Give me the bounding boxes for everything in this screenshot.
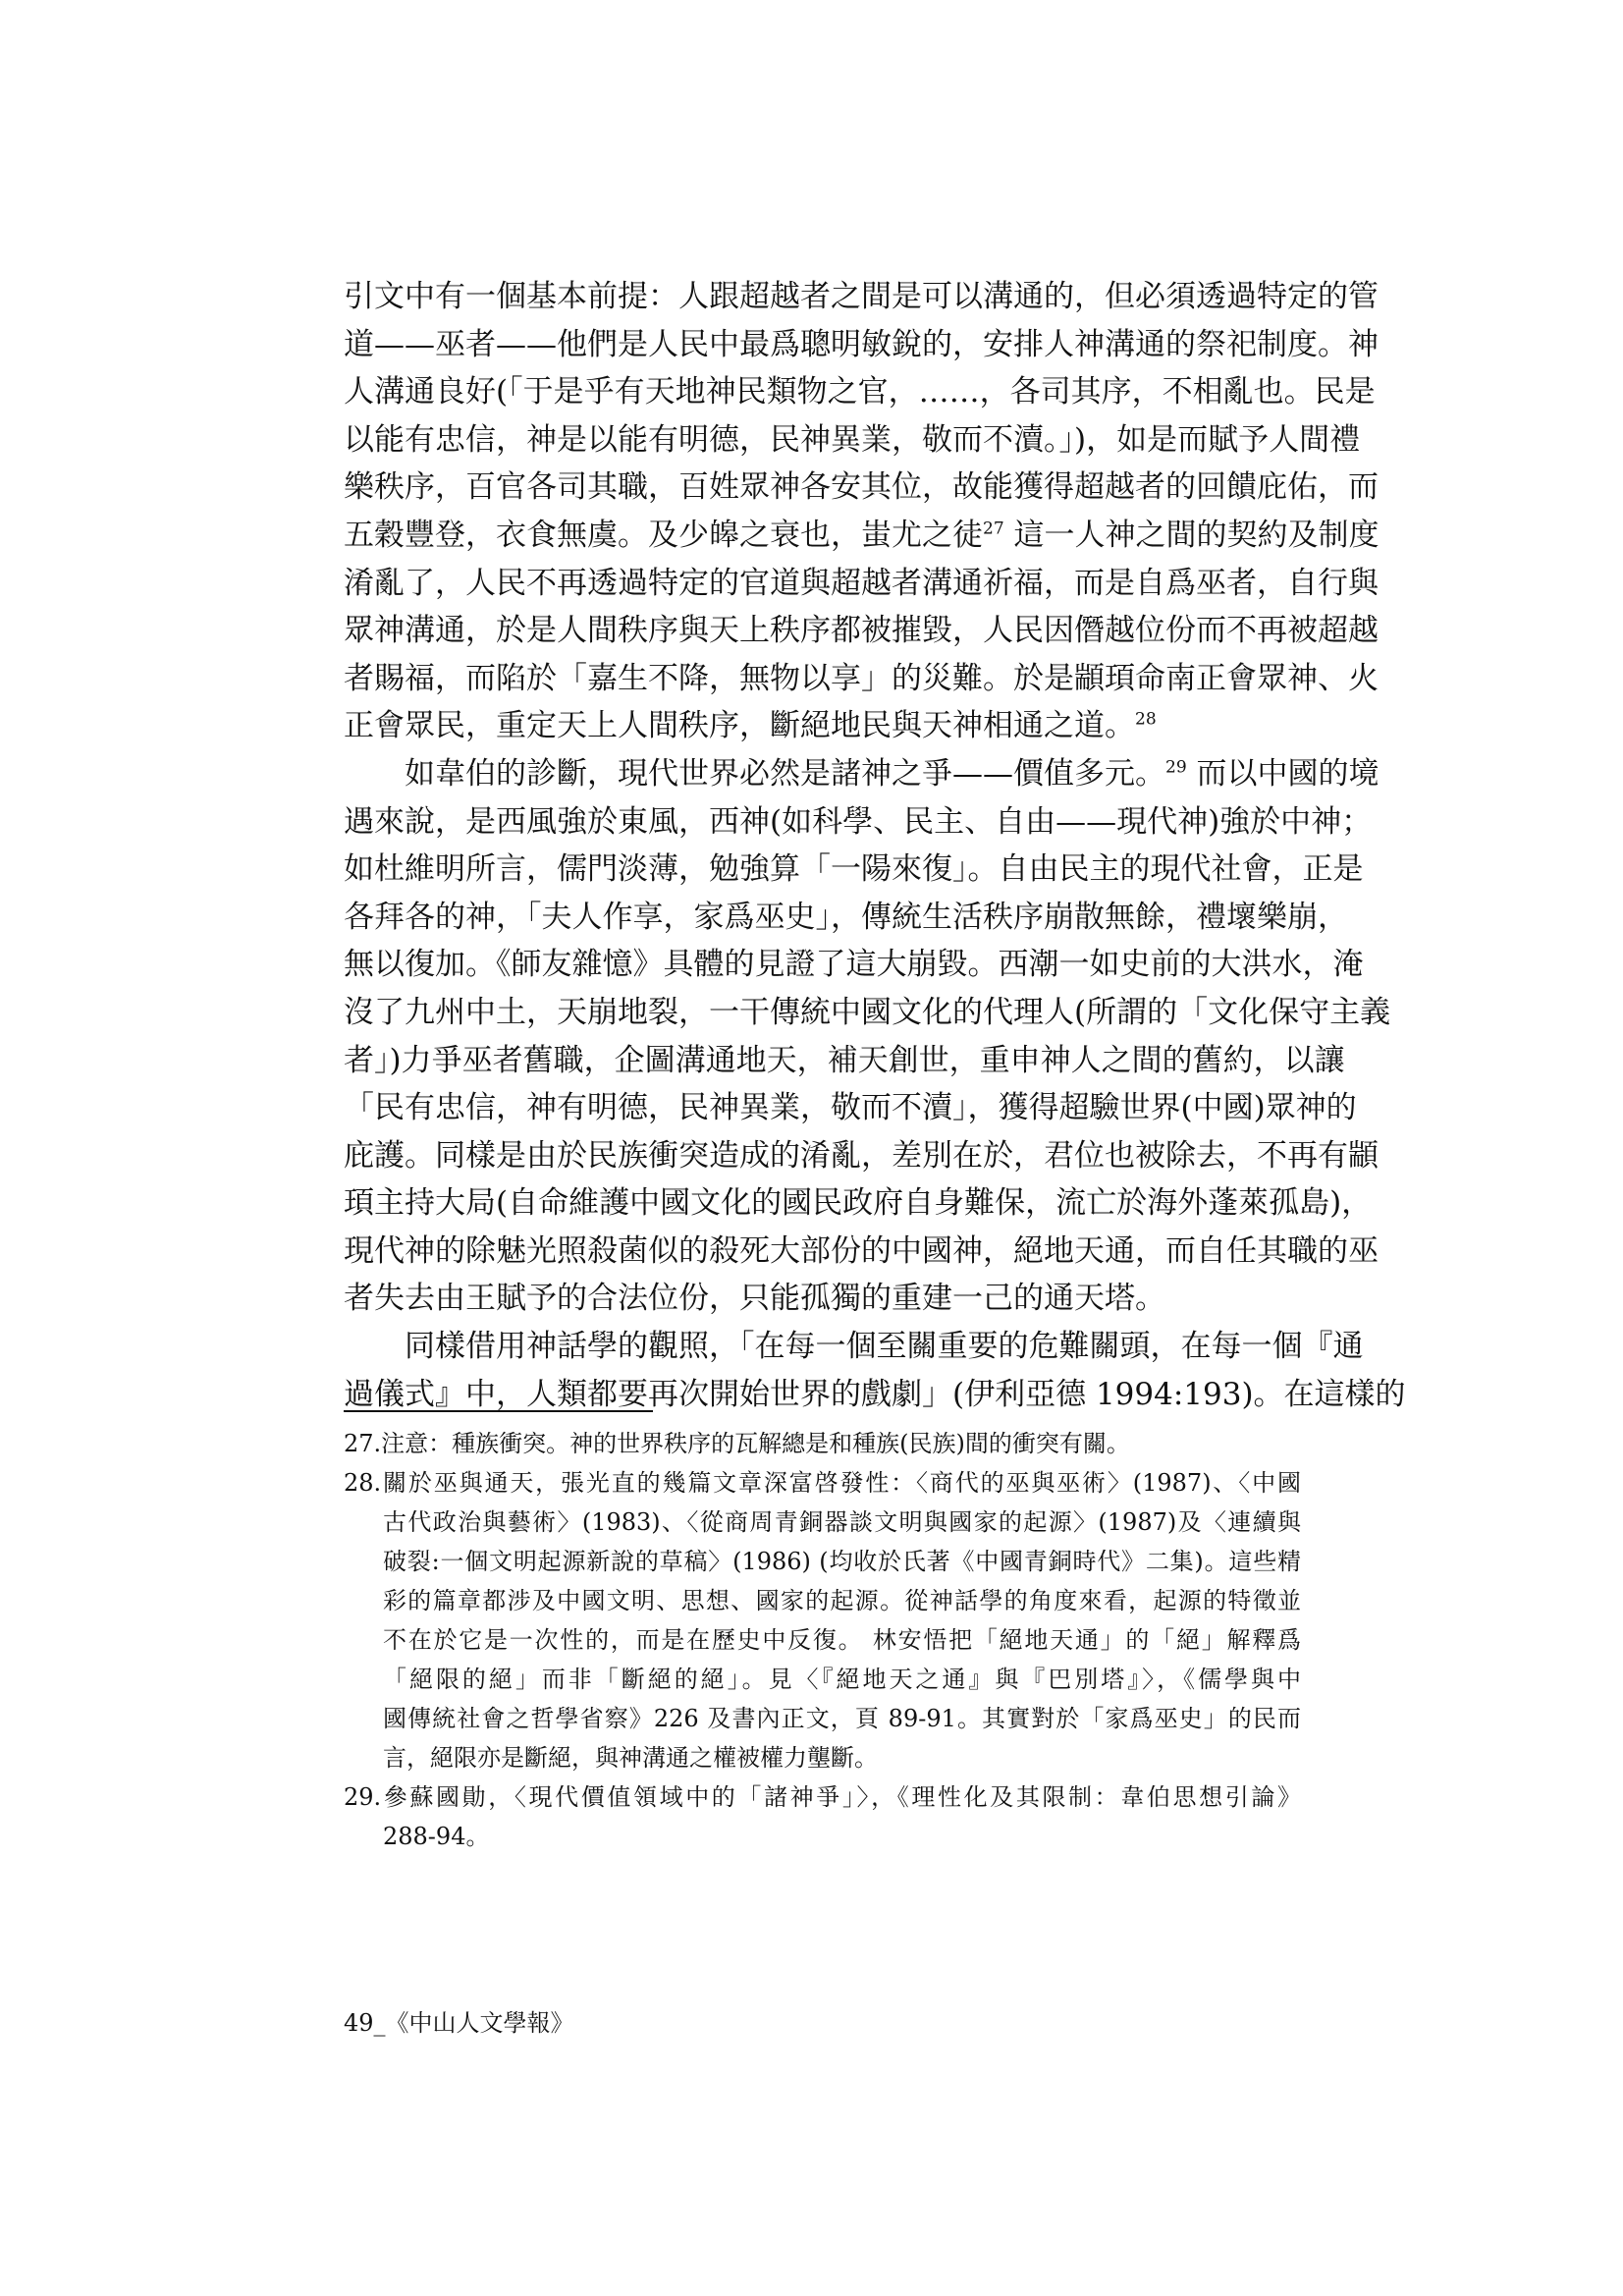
body-line — [344, 464, 1379, 512]
footer-separator: _ — [373, 2009, 386, 2037]
body-line — [344, 368, 1376, 416]
body-line — [344, 321, 1379, 369]
line-text: 者賜福，而陷於「嘉生不降，無物以享」的災難。於是顓頊命南正會眾神、火 — [344, 660, 1379, 696]
body-line — [344, 1275, 1301, 1323]
body-line — [344, 560, 1379, 608]
line-text: 彩的篇章都涉及中國文明、思想、國家的起源。從神話學的角度來看，起源的特徵並 — [383, 1587, 1301, 1614]
body-line — [344, 1228, 1379, 1276]
body-line — [344, 798, 1373, 847]
page-footer — [344, 2007, 574, 2039]
line-text: 古代政治與藝術〉(1983)、〈從商周青銅器談文明與國家的起源〉(1987)及〈連續與 — [383, 1508, 1301, 1536]
body-line — [344, 702, 1301, 750]
footnote-line — [344, 1463, 1301, 1503]
line-text: 遇來說，是西風強於東風，西神(如科學、民主、自由——現代神)強於中神； — [344, 803, 1373, 840]
line-text: 而以中國的境 — [1186, 755, 1380, 792]
line-text: 288-94。 — [383, 1823, 490, 1850]
line-text: 28.關於巫與通天，張光直的幾篇文章深富啓發性：〈商代的巫與巫術〉(1987)、〈中國 — [344, 1469, 1301, 1497]
line-text: 不在於它是一次性的，而是在歷史中反復。 林安悟把「絕地天通」的「絕」解釋爲 — [383, 1626, 1301, 1654]
line-text: 無以復加。《師友雜憶》具體的見證了這大崩毀。西潮一如史前的大洪水，淹 — [344, 947, 1364, 983]
line-text: 「民有忠信，神有明德，民神異業，敬而不瀆」，獲得超驗世界(中國)眾神的 — [344, 1090, 1357, 1126]
body-line — [344, 1179, 1373, 1228]
line-text: 「絕限的絕」而非「斷絕的絕」。見〈『絕地天之通』與『巴別塔』〉，《儒學與中 — [383, 1666, 1301, 1693]
line-text: 庇護。同樣是由於民族衝突造成的淆亂，差別在於，君位也被除去，不再有顓 — [344, 1137, 1379, 1174]
body-line — [344, 989, 1391, 1037]
line-text: 如韋伯的診斷，現代世界必然是諸神之爭——價值多元。 — [405, 755, 1165, 792]
footnote-reference[interactable]: 29 — [1165, 757, 1187, 778]
line-text: 言，絕限亦是斷絕，與神溝通之權被權力壟斷。 — [383, 1744, 878, 1772]
line-text: 五穀豐登，衣食無虞。及少皞之衰也，蚩尤之徒 — [344, 517, 983, 553]
line-text: 頊主持大局(自命維護中國文化的國民政府自身難保，流亡於海外蓬萊孤島)， — [344, 1185, 1373, 1222]
line-text: 人溝通良好(「于是乎有天地神民類物之官，……，各司其序，不相亂也。民是 — [344, 374, 1376, 410]
body-line — [344, 894, 1348, 942]
body-line — [344, 1084, 1357, 1132]
line-text: 過儀式』中，人類都要再次開始世界的戲劇」(伊利亞德 1994:193)。在這樣的 — [344, 1376, 1406, 1412]
body-line — [344, 1132, 1379, 1180]
footnote-line — [344, 1699, 1301, 1738]
line-text: 者失去由王賦予的合法位份，只能孤獨的重建一己的通天塔。 — [344, 1281, 1165, 1317]
body-text — [344, 273, 1406, 1418]
body-line — [344, 1323, 1364, 1371]
body-line — [344, 655, 1379, 703]
page-number: 49 — [344, 2009, 374, 2037]
footnote-line — [344, 1660, 1301, 1699]
line-text: 以能有忠信，神是以能有明德，民神異業，敬而不瀆。」)，如是而賦予人間禮 — [344, 421, 1361, 458]
line-text: 眾神溝通，於是人間秩序與天上秩序都被摧毀，人民因僭越位份而不再被超越 — [344, 613, 1379, 649]
line-text: 如杜維明所言，儒門淡薄，勉強算「一陽來復」。自由民主的現代社會，正是 — [344, 851, 1364, 888]
body-line — [344, 846, 1364, 894]
line-text: 者」)力爭巫者舊職，企圖溝通地天，補天創世，重申神人之間的舊約，以讓 — [344, 1042, 1345, 1078]
line-text: 這一人神之間的契約及制度 — [1003, 517, 1380, 553]
line-text: 各拜各的神，「夫人作享，家爲巫史」，傳統生活秩序崩散無餘，禮壞樂崩， — [344, 899, 1348, 935]
line-text: 同樣借用神話學的觀照，「在每一個至關重要的危難關頭，在每一個『通 — [405, 1329, 1364, 1365]
body-line — [344, 607, 1379, 655]
body-line — [344, 941, 1364, 989]
footnote-line — [344, 1620, 1301, 1660]
footnote-reference[interactable]: 27 — [983, 519, 1004, 539]
body-line — [344, 512, 1380, 560]
footnotes — [344, 1424, 1301, 1856]
footnote-line — [344, 1424, 1301, 1463]
line-text: 27.注意：種族衝突。神的世界秩序的瓦解總是和種族(民族)間的衝突有關。 — [344, 1430, 1130, 1457]
line-text: 現代神的除魅光照殺菌似的殺死大部份的中國神，絕地天通，而自任其職的巫 — [344, 1232, 1379, 1269]
line-text: 樂秩序，百官各司其職，百姓眾神各安其位，故能獲得超越者的回饋庇佑，而 — [344, 469, 1379, 506]
footnote-line — [344, 1738, 1301, 1777]
line-text: 破裂:一個文明起源新說的草稿〉(1986) (均收於氏著《中國青銅時代》二集)。這些精 — [383, 1548, 1301, 1575]
footnote-line — [344, 1777, 1301, 1817]
footnote-line — [344, 1542, 1301, 1581]
line-text: 沒了九州中土，天崩地裂，一干傳統中國文化的代理人(所謂的「文化保守主義 — [344, 994, 1391, 1030]
journal-title: 《中山人文學報》 — [385, 2009, 574, 2037]
line-text: 國傳統社會之哲學省察》226 及書內正文，頁 89-91。其實對於「家爲巫史」的民而 — [383, 1705, 1301, 1732]
line-text: 道——巫者——他們是人民中最爲聰明敏銳的，安排人神溝通的祭祀制度。神 — [344, 326, 1379, 362]
body-line — [344, 750, 1380, 798]
footnote-rule — [344, 1410, 653, 1412]
line-text: 淆亂了，人民不再透過特定的官道與超越者溝通祈福，而是自爲巫者，自行與 — [344, 565, 1379, 601]
footnote-line — [344, 1817, 1301, 1856]
footnote-line — [344, 1581, 1301, 1620]
body-line — [344, 416, 1361, 465]
body-line — [344, 1037, 1345, 1085]
line-text: 29.參蘇國勛，〈現代價值領域中的「諸神爭」〉，《理性化及其限制：韋伯思想引論》 — [344, 1783, 1301, 1811]
footnote-line — [344, 1503, 1301, 1542]
line-text: 引文中有一個基本前提：人跟超越者之間是可以溝通的，但必須透過特定的管 — [344, 279, 1379, 314]
body-line — [344, 273, 1379, 321]
line-text: 正會眾民，重定天上人間秩序，斷絕地民與天神相通之道。 — [344, 708, 1135, 744]
footnote-reference[interactable]: 28 — [1135, 710, 1157, 731]
